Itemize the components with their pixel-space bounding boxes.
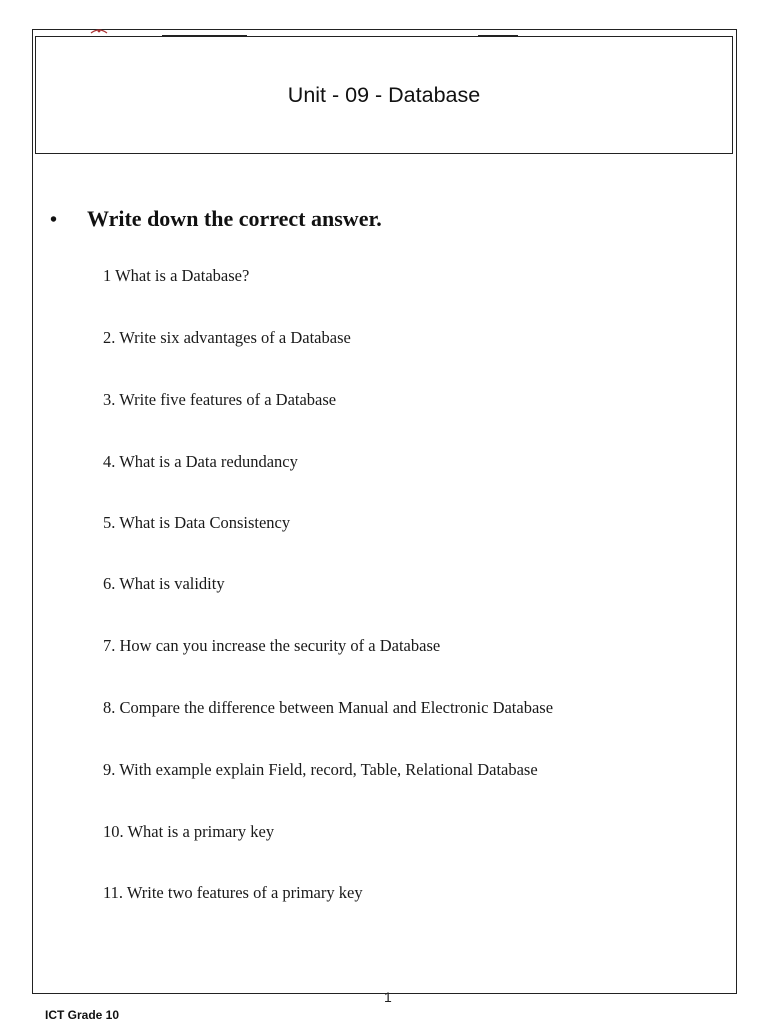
question-item: 7. How can you increase the security of a Database bbox=[103, 636, 441, 655]
question-item: 9. With example explain Field, record, Table, Relational Database bbox=[103, 760, 538, 779]
question-item: 2. Write six advantages of a Database bbox=[103, 328, 351, 347]
question-item: 1 What is a Database? bbox=[103, 266, 250, 285]
page-number: 1 bbox=[384, 989, 392, 1005]
question-item: 6. What is validity bbox=[103, 574, 225, 593]
bullet-icon: • bbox=[50, 209, 58, 231]
page-border bbox=[32, 29, 737, 994]
question-item: 4. What is a Data redundancy bbox=[103, 452, 298, 471]
school-logo-icon bbox=[89, 27, 109, 35]
question-item: 5. What is Data Consistency bbox=[103, 513, 291, 532]
question-item: 3. Write five features of a Database bbox=[103, 390, 337, 409]
page-title: Unit - 09 - Database bbox=[287, 83, 481, 107]
instruction-heading bbox=[50, 206, 382, 232]
question-item: 8. Compare the difference between Manual and Electronic Database bbox=[103, 698, 554, 717]
question-item: 11. Write two features of a primary key bbox=[103, 883, 363, 902]
instruction-text: Write down the correct answer. bbox=[87, 206, 382, 231]
question-item: 10. What is a primary key bbox=[103, 822, 275, 841]
footer-label: ICT Grade 10 bbox=[45, 1008, 120, 1022]
